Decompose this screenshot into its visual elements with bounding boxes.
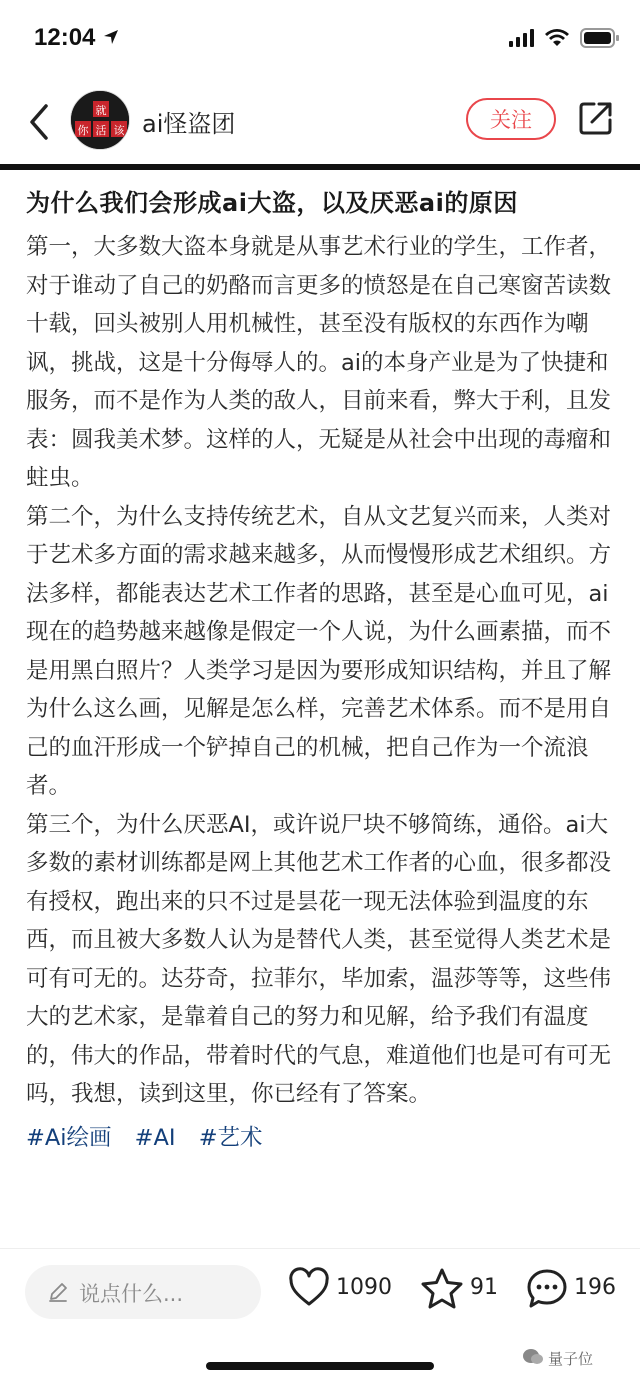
svg-text:活: 活 [95, 124, 107, 137]
svg-text:该: 该 [113, 124, 125, 137]
nav-bar [0, 78, 640, 170]
like-button[interactable] [288, 1267, 398, 1311]
wifi-icon [544, 28, 570, 48]
battery-icon [580, 27, 620, 49]
post-content [26, 186, 616, 1152]
avatar[interactable] [70, 90, 130, 150]
svg-text:你: 你 [77, 124, 89, 137]
author-name[interactable]: ai怪盗团 [142, 110, 236, 138]
pencil-icon [47, 1281, 69, 1303]
share-button[interactable] [578, 100, 614, 136]
star-icon [420, 1267, 464, 1311]
home-indicator [206, 1362, 434, 1370]
avatar-image [71, 91, 129, 149]
tag-list [26, 1120, 616, 1152]
collect-count: 91 [470, 1275, 498, 1300]
comment-button[interactable] [526, 1267, 626, 1311]
back-button[interactable] [22, 100, 56, 144]
comment-count: 196 [574, 1275, 616, 1300]
comment-placeholder: 说点什么... [79, 1282, 184, 1306]
post-paragraph: 第三个，为什么厌恶AI，或许说尸块不够简练，通俗。ai大多数的素材训练都是网上其他艺术工作者的心血，很多都没有授权，跑出来的只不过是昙花一现无法体验到温度的东西，而且被大多数人认为是替代人类，甚至觉得人类艺术是可有可无的。达芬奇，拉菲尔，毕加索，温莎等等，这些伟大的艺术家，是靠着自己的努力和见解，给予我们有温度的，伟大的作品，带着时代的气息，难道他们也是可有可无吗，我想，读到这里，你已经有了答案。 [26, 811, 612, 1107]
comment-bubble-icon [526, 1267, 568, 1311]
location-arrow-icon [102, 28, 120, 46]
tag-ai[interactable]: #AI [134, 1124, 176, 1151]
svg-text:就: 就 [95, 104, 107, 117]
watermark: 量子位 [548, 1350, 594, 1368]
signal-icon [508, 28, 534, 48]
heart-icon [288, 1267, 330, 1309]
status-bar [0, 0, 640, 78]
follow-button[interactable]: 关注 [466, 98, 556, 140]
tag-ai-painting[interactable]: #Ai绘画 [26, 1124, 112, 1151]
share-icon [578, 100, 614, 136]
comment-input[interactable] [25, 1265, 261, 1319]
like-count: 1090 [336, 1275, 392, 1300]
chevron-left-icon [22, 100, 56, 144]
status-time: 12:04 [34, 24, 120, 52]
tag-art[interactable]: #艺术 [198, 1124, 263, 1151]
collect-button[interactable] [420, 1267, 500, 1311]
watermark-logo-icon [522, 1347, 544, 1367]
post-body [26, 228, 616, 1114]
post-paragraph: 第二个，为什么支持传统艺术，自从文艺复兴而来，人类对于艺术多方面的需求越来越多，从而慢慢形成艺术组织。方法多样，都能表达艺术工作者的思路，甚至是心血可见，ai现在的趋势越来越像是假定一个人说，为什么画素描，而不是用黑白照片？人类学习是因为要形成知识结构，并且了解为什么这么画，见解是怎么样，完善艺术体系。而不是用自己的血汗形成一个铲掉自己的机械，把自己作为一个流浪者。 [26, 503, 612, 799]
post-title: 为什么我们会形成ai大盗，以及厌恶ai的原因 [26, 189, 518, 217]
post-paragraph: 第一，大多数大盗本身就是从事艺术行业的学生，工作者，对于谁动了自己的奶酪而言更多的愤怒是在自己寒窗苦读数十载，回头被别人用机械性，甚至没有版权的东西作为嘲讽，挑战，这是十分侮辱人的。ai的本身产业是为了快捷和服务，而不是作为人类的敌人，目前来看，弊大于利，且发表：圆我美术梦。这样的人，无疑是从社会中出现的毒瘤和蛀虫。 [26, 234, 612, 491]
